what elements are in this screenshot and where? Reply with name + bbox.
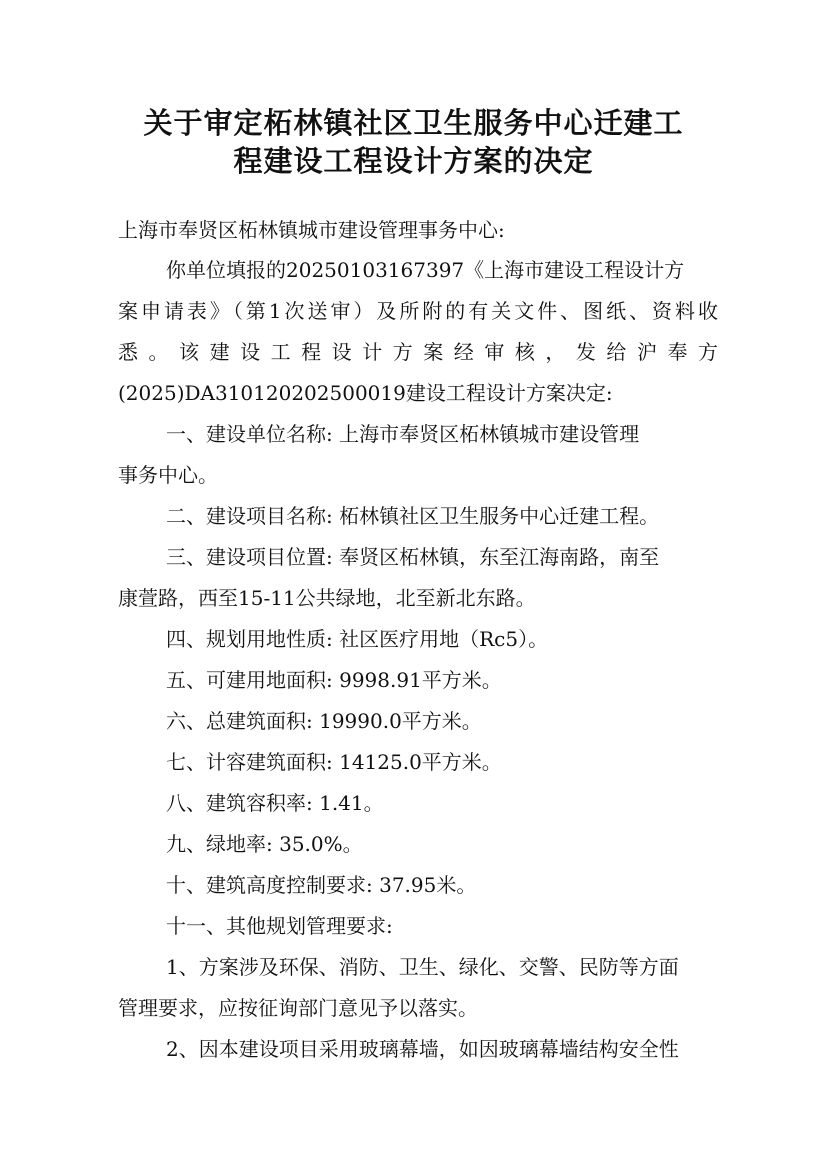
title-line-1: 关于审定柘林镇社区卫生服务中心迁建工 xyxy=(143,106,684,140)
item-6: 六、总建筑面积: 19990.0平方米。 xyxy=(166,709,482,733)
requirement-2-line-1: 2、因本建设项目采用玻璃幕墙，如因玻璃幕墙结构安全性 xyxy=(166,1037,679,1061)
intro-line-2: 案申请表》（第1次送审）及所附的有关文件、图纸、资料收 xyxy=(118,299,718,323)
item-3-line-2: 康萱路，西至15-11公共绿地，北至新北东路。 xyxy=(118,586,536,610)
intro-line-3: 悉。该建设工程设计方案经审核，发给沪奉方 xyxy=(118,340,718,364)
requirement-1-line-2: 管理要求，应按征询部门意见予以落实。 xyxy=(118,996,478,1020)
item-11: 十一、其他规划管理要求: xyxy=(166,914,393,938)
requirement-1-line-1: 1、方案涉及环保、消防、卫生、绿化、交警、民防等方面 xyxy=(166,955,679,979)
item-8: 八、建筑容积率: 1.41。 xyxy=(166,791,384,815)
item-5: 五、可建用地面积: 9998.91平方米。 xyxy=(166,668,502,692)
item-1-line-2: 事务中心。 xyxy=(118,463,218,487)
intro-line-4: (2025)DA310120202500019建设工程设计方案决定: xyxy=(118,381,613,405)
addressee: 上海市奉贤区柘林镇城市建设管理事务中心: xyxy=(118,218,505,242)
item-1-line-1: 一、建设单位名称: 上海市奉贤区柘林镇城市建设管理 xyxy=(166,422,640,446)
item-10: 十、建筑高度控制要求: 37.95米。 xyxy=(166,873,477,897)
intro-line-1: 你单位填报的20250103167397《上海市建设工程设计方 xyxy=(166,258,685,282)
title-line-2: 程建设工程设计方案的决定 xyxy=(233,144,594,178)
item-2: 二、建设项目名称: 柘林镇社区卫生服务中心迁建工程。 xyxy=(166,504,660,528)
item-4: 四、规划用地性质: 社区医疗用地（Rc5）。 xyxy=(166,627,549,651)
item-3-line-1: 三、建设项目位置: 奉贤区柘林镇，东至江海南路，南至 xyxy=(166,545,660,569)
item-9: 九、绿地率: 35.0%。 xyxy=(166,832,363,856)
item-7: 七、计容建筑面积: 14125.0平方米。 xyxy=(166,750,502,774)
